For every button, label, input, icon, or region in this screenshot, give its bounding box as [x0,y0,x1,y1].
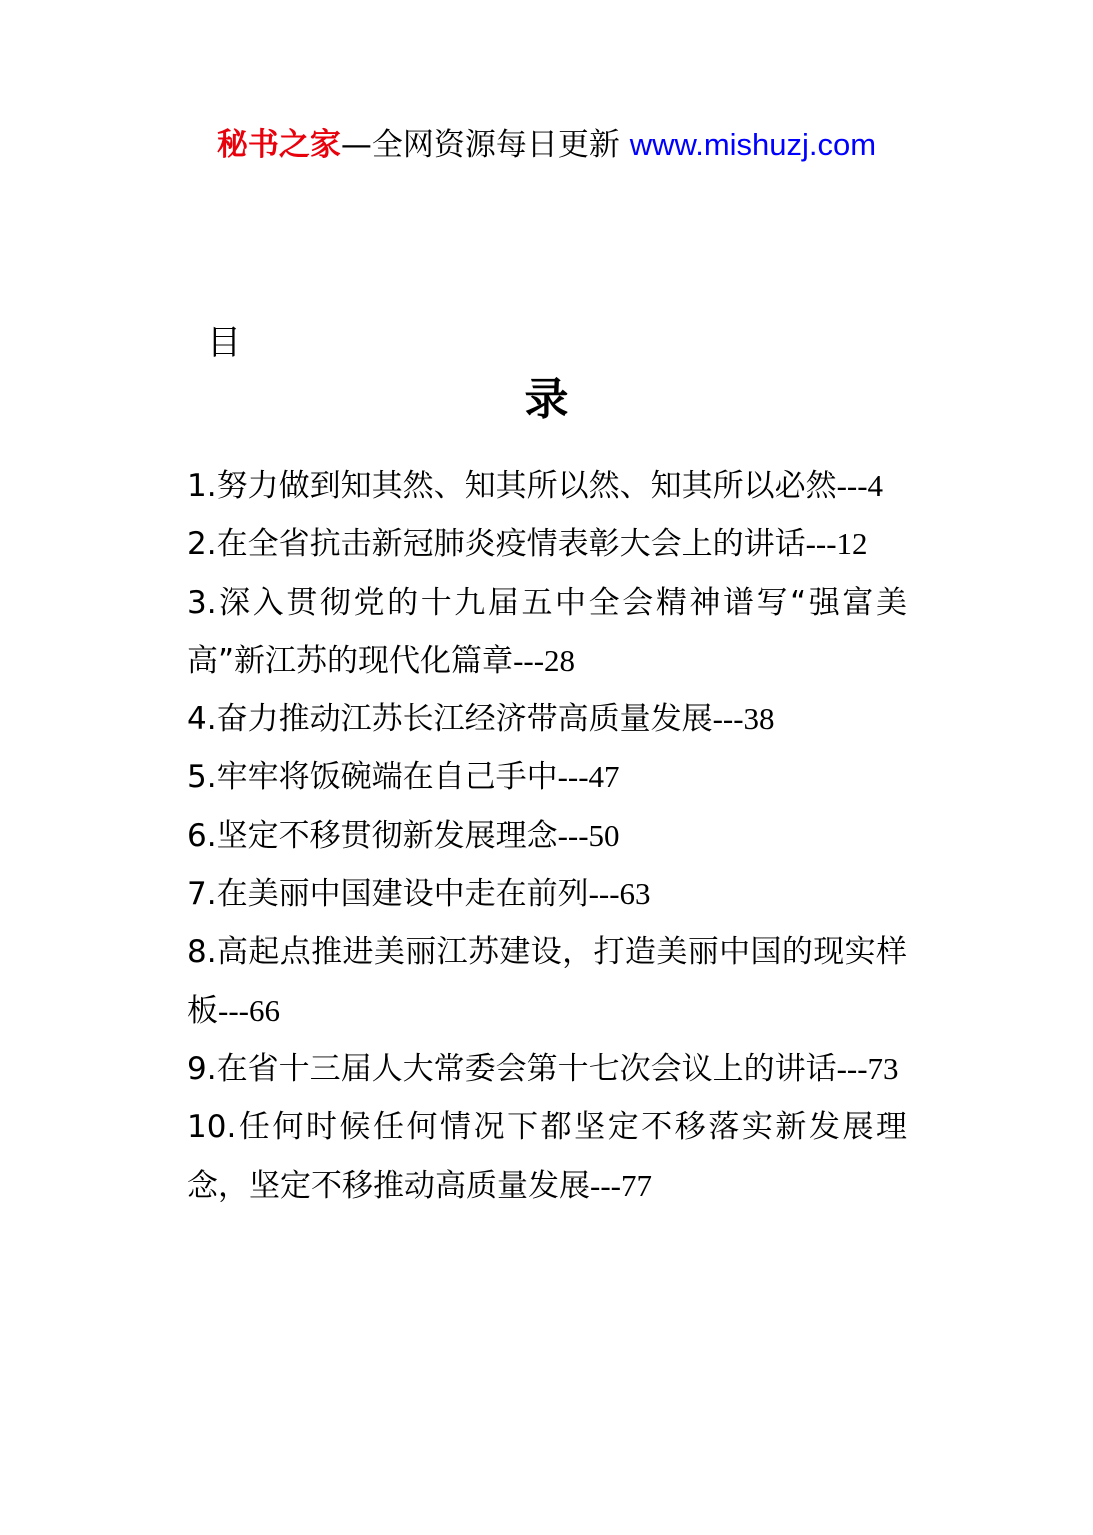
toc-entry-title: 10.任何时候任何情况下都坚定不移落实新发展理念，坚定不移推动高质量发展 [187,1109,907,1204]
toc-entry-2[interactable] [187,515,907,573]
toc-entry-page: ---63 [588,876,651,912]
toc-entry-7[interactable] [187,865,907,923]
header-tagline: —全网资源每日更新 [340,127,620,163]
toc-entry-5[interactable] [187,748,907,806]
toc-entry-page: ---4 [836,468,884,503]
toc-entry-page: ---66 [218,992,280,1028]
toc-entry-title: 7.在美丽中国建设中走在前列 [187,876,589,913]
toc-entry-page: ---50 [557,817,620,853]
toc-entry-3[interactable] [187,574,907,691]
brand-name: 秘书之家 [216,127,341,163]
toc-entry-title: 5.牢牢将饭碗端在自己手中 [187,759,558,796]
toc-entry-page: ---73 [836,1050,899,1086]
toc-entry-9[interactable] [187,1040,907,1098]
toc-entry-6[interactable] [187,807,907,865]
toc-title-second-char: 录 [524,374,569,425]
toc-entry-10[interactable] [187,1098,907,1215]
toc-entry-title: 2.在全省抗击新冠肺炎疫情表彰大会上的讲话 [187,526,806,563]
toc-entry-page: ---28 [513,642,576,678]
website-link[interactable]: www.mishuzj.com [629,127,877,162]
toc-entry-title: 9.在省十三届人大常委会第十七次会议上的讲话 [187,1050,837,1087]
toc-entry-page: ---38 [712,701,775,737]
toc-entry-title: 6.坚定不移贯彻新发展理念 [187,817,558,854]
page-header [0,122,1093,168]
toc-entry-8[interactable] [187,923,907,1040]
toc-entry-title: 8.高起点推进美丽江苏建设，打造美丽中国的现实样板 [187,934,907,1029]
toc-entry-4[interactable] [187,690,907,748]
toc-entry-title: 1.努力做到知其然、知其所以然、知其所以必然 [187,468,837,504]
toc-entry-page: ---12 [805,526,868,562]
toc-entry-1[interactable] [187,457,907,515]
toc-entry-title: 4.奋力推动江苏长江经济带高质量发展 [187,701,713,738]
toc-title-first-char: 目 [207,323,241,363]
table-of-contents [187,457,907,1215]
toc-entry-page: ---77 [590,1167,652,1203]
toc-entry-page: ---47 [557,759,620,795]
toc-entry-title: 3.深入贯彻党的十九届五中全会精神谱写“强富美高”新江苏的现代化篇章 [187,584,907,679]
